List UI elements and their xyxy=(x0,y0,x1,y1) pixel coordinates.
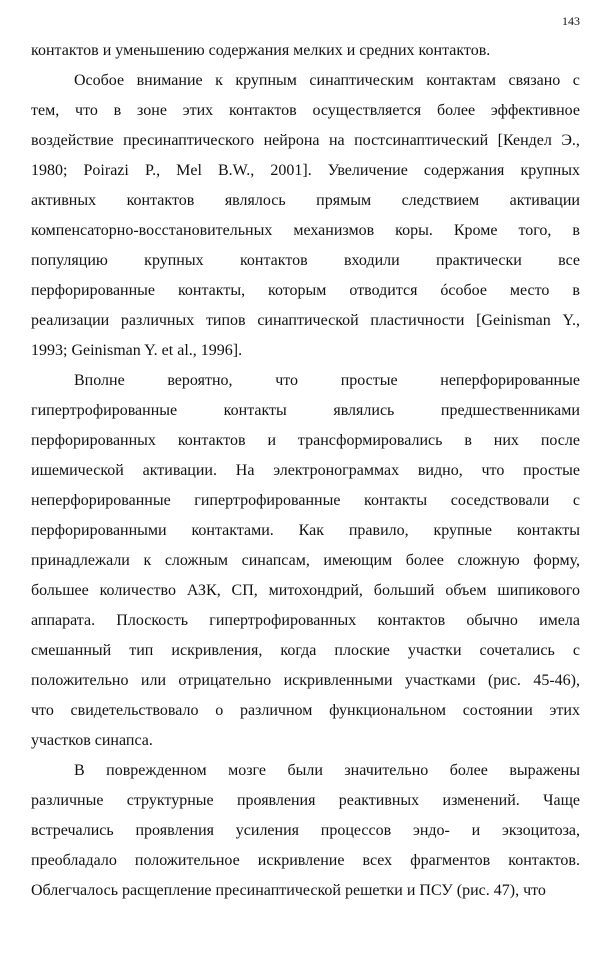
word: контактами. xyxy=(191,522,274,539)
word: гипертрофированные xyxy=(31,402,178,419)
word: ишемической xyxy=(31,462,124,479)
word: Увеличение xyxy=(327,162,408,179)
word: проявления xyxy=(135,822,214,839)
word: объем xyxy=(445,582,487,599)
word: структурные xyxy=(126,792,214,809)
word: них xyxy=(493,432,519,449)
word: все xyxy=(558,252,580,269)
word: о xyxy=(215,702,224,719)
word: СП, xyxy=(231,582,258,599)
word: связано xyxy=(508,72,561,89)
word: свидетельствовало xyxy=(70,702,199,719)
text-line xyxy=(31,486,580,516)
word: реактивных xyxy=(338,792,420,809)
word: функциональном xyxy=(329,702,446,719)
word: перфорированными xyxy=(31,522,167,539)
text-line: 1993; Geinisman Y. et al., 1996]. xyxy=(31,342,243,359)
word: митохондрий, xyxy=(268,582,363,599)
word: экзоцитоза, xyxy=(502,822,580,839)
word: трансформировались xyxy=(297,432,443,449)
word: преобладало xyxy=(31,852,117,869)
word: контактов xyxy=(377,612,446,629)
text-line xyxy=(31,786,580,816)
word: тип xyxy=(129,642,154,659)
word: внимание xyxy=(136,72,203,89)
word: состоянии xyxy=(462,702,533,719)
word: большее xyxy=(31,582,89,599)
word: [Кендел xyxy=(497,132,552,149)
word: пластичности xyxy=(370,312,465,329)
word: Как xyxy=(298,522,324,539)
word: крупных xyxy=(144,252,204,269)
word: тем, xyxy=(31,102,60,119)
word: контакты xyxy=(223,402,287,419)
word: значительно xyxy=(344,762,429,779)
word: эндо- xyxy=(412,822,450,839)
word: форму, xyxy=(533,552,580,569)
text-line xyxy=(31,666,580,696)
word: правило, xyxy=(348,522,409,539)
word: отводится xyxy=(349,282,418,299)
word: крупных xyxy=(520,162,580,179)
word: неперфорированные xyxy=(31,492,171,509)
word: в xyxy=(113,102,122,119)
text-line xyxy=(31,246,580,276)
word: встречались xyxy=(31,822,114,839)
word: активации xyxy=(509,192,580,209)
word: всех xyxy=(362,852,393,869)
text-line xyxy=(31,606,580,636)
word: являлись xyxy=(333,402,395,419)
word: принадлежали xyxy=(31,552,130,569)
word: в xyxy=(464,432,472,449)
word: в xyxy=(572,222,580,239)
word: что xyxy=(275,372,299,389)
word: B.W., xyxy=(218,162,255,179)
word: сложную xyxy=(457,552,520,569)
word: Mel xyxy=(176,162,202,179)
word: более xyxy=(449,762,488,779)
word: соседствовали xyxy=(450,492,550,509)
word: обычно xyxy=(466,612,518,629)
word: постсинаптический xyxy=(354,132,489,149)
text-line xyxy=(31,516,580,546)
word: более xyxy=(436,102,476,119)
word: поврежденном xyxy=(106,762,207,779)
word: этих xyxy=(549,702,580,719)
text-line xyxy=(31,156,580,186)
word: На xyxy=(235,462,255,479)
word: контакты, xyxy=(177,282,246,299)
word: контакты xyxy=(364,492,428,509)
word: эффективное xyxy=(490,102,580,119)
word: искривленными xyxy=(283,672,393,689)
word: óсобое xyxy=(440,282,487,299)
word: В xyxy=(74,762,85,779)
word: перфорированные xyxy=(31,282,156,299)
text-line xyxy=(31,756,580,786)
word: плоские xyxy=(334,642,390,659)
word: электронограммах xyxy=(273,462,400,479)
word: на xyxy=(328,132,345,149)
word: с xyxy=(572,72,580,89)
word: аппарата. xyxy=(31,612,96,629)
text-line xyxy=(31,846,580,876)
word: нейрона xyxy=(263,132,320,149)
word: которым xyxy=(268,282,327,299)
text-line xyxy=(31,816,580,846)
text-line: участков синапса. xyxy=(31,732,153,749)
word: [Geinisman xyxy=(476,312,551,329)
word: имеющим xyxy=(323,552,393,569)
word: различные xyxy=(31,792,104,809)
word: и xyxy=(267,432,277,449)
page-number: 143 xyxy=(562,14,580,28)
word: после xyxy=(540,432,580,449)
word: контактов xyxy=(239,252,308,269)
text-line: Облегчалось расщепление пресинаптической решетки и ПСУ (рис. 47), что xyxy=(31,882,546,899)
word: Чаще xyxy=(543,792,580,809)
text-line xyxy=(31,366,580,396)
word: с xyxy=(572,642,580,659)
word: гипертрофированные xyxy=(194,492,341,509)
word: с xyxy=(572,492,580,509)
word: шипикового xyxy=(497,582,580,599)
word: компенсаторно-восстановительных xyxy=(31,222,273,239)
word: синаптическим xyxy=(309,72,414,89)
word: положительно xyxy=(31,672,129,689)
text-line xyxy=(31,126,580,156)
word: зоне xyxy=(137,102,167,119)
word: и xyxy=(471,822,481,839)
text-line xyxy=(31,96,580,126)
text-line xyxy=(31,66,580,96)
word: контактов xyxy=(177,432,246,449)
text-line xyxy=(31,576,580,606)
word: что xyxy=(75,102,98,119)
text-line xyxy=(31,696,580,726)
word: положительное xyxy=(134,852,240,869)
text-line xyxy=(31,426,580,456)
word: Poirazi xyxy=(83,162,129,179)
word: осуществляется xyxy=(312,102,422,119)
text-line xyxy=(31,396,580,426)
word: когда xyxy=(280,642,317,659)
word: следствием xyxy=(401,192,480,209)
word: активных xyxy=(31,192,97,209)
word: изменений. xyxy=(442,792,520,809)
word: синапсам, xyxy=(241,552,310,569)
word: (рис. xyxy=(487,672,521,689)
word: место xyxy=(509,282,550,299)
word: контактов xyxy=(126,192,195,209)
word: предшественниками xyxy=(440,402,580,419)
word: проявления xyxy=(236,792,316,809)
word: Кроме xyxy=(453,222,498,239)
word: практически xyxy=(436,252,522,269)
word: того, xyxy=(518,222,552,239)
text-line: контактов и уменьшению содержания мелких и средних контактов. xyxy=(31,42,491,59)
word: типов xyxy=(205,312,246,329)
word: 2001]. xyxy=(270,162,312,179)
word: простые xyxy=(340,372,398,389)
word: Плоскость xyxy=(116,612,189,629)
word: крупные xyxy=(433,522,492,539)
word: входили xyxy=(343,252,400,269)
word: участки xyxy=(407,642,462,659)
word: коры. xyxy=(395,222,433,239)
word: вероятно, xyxy=(167,372,233,389)
word: отрицательно xyxy=(178,672,272,689)
word: Y., xyxy=(562,312,580,329)
word: усиления xyxy=(235,822,300,839)
word: перфорированных xyxy=(31,432,156,449)
word: воздействие xyxy=(31,132,114,149)
word: простые xyxy=(523,462,580,479)
word: активации. xyxy=(142,462,217,479)
word: P., xyxy=(144,162,161,179)
word: контактам xyxy=(426,72,497,89)
word: сложным xyxy=(164,552,229,569)
word: пресинаптического xyxy=(123,132,255,149)
word: были xyxy=(287,762,323,779)
word: процессов xyxy=(320,822,392,839)
text-line xyxy=(31,636,580,666)
word: или xyxy=(140,672,167,689)
text-line xyxy=(31,306,580,336)
word: синаптической xyxy=(257,312,359,329)
word: этих xyxy=(182,102,214,119)
word: больший xyxy=(373,582,435,599)
word: искривления, xyxy=(171,642,263,659)
word: различном xyxy=(239,702,313,719)
text-line xyxy=(31,186,580,216)
word: имела xyxy=(539,612,580,629)
word: количество xyxy=(99,582,176,599)
word: контактов. xyxy=(508,852,580,869)
word: 1980; xyxy=(31,162,68,179)
word: контактов xyxy=(228,102,297,119)
word: гипертрофированных xyxy=(209,612,357,629)
word: видно, xyxy=(417,462,463,479)
word: участками xyxy=(404,672,476,689)
word: популяцию xyxy=(31,252,108,269)
text-line xyxy=(31,276,580,306)
word: неперфорированные xyxy=(440,372,580,389)
word: содержания xyxy=(423,162,505,179)
word: АЗК, xyxy=(186,582,221,599)
word: мозге xyxy=(228,762,266,779)
word: сочетались xyxy=(479,642,555,659)
word: механизмов xyxy=(293,222,375,239)
word: в xyxy=(572,282,580,299)
word: 45-46), xyxy=(533,672,580,689)
word: Э., xyxy=(561,132,580,149)
word: искривление xyxy=(257,852,345,869)
word: более xyxy=(405,552,444,569)
word: крупным xyxy=(235,72,297,89)
word: реализации xyxy=(31,312,110,329)
word: прямым xyxy=(316,192,372,209)
word: что xyxy=(481,462,505,479)
document-body xyxy=(31,36,580,906)
word: фрагментов xyxy=(410,852,491,869)
word: Вполне xyxy=(74,372,125,389)
text-line xyxy=(31,216,580,246)
word: к xyxy=(143,552,152,569)
word: контакты xyxy=(516,522,580,539)
word: являлось xyxy=(224,192,286,209)
word: к xyxy=(215,72,223,89)
word: что xyxy=(31,702,54,719)
text-line xyxy=(31,456,580,486)
word: Особое xyxy=(74,72,125,89)
word: смешанный xyxy=(31,642,112,659)
word: выражены xyxy=(509,762,580,779)
text-line xyxy=(31,546,580,576)
word: различных xyxy=(120,312,195,329)
